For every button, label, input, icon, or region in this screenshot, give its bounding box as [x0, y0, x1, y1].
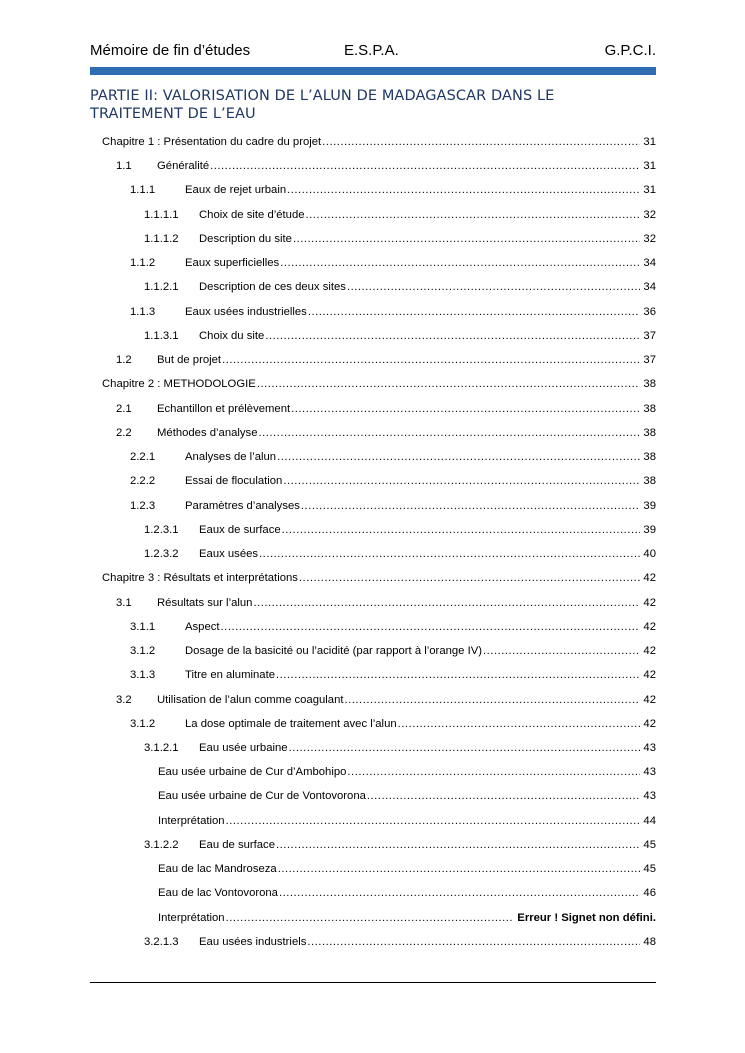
toc-entry-title: Eaux de surface — [199, 523, 281, 536]
toc-entry-title: Titre en aluminate — [185, 669, 275, 682]
toc-entry[interactable] — [102, 376, 656, 392]
toc-entry[interactable] — [130, 619, 656, 635]
toc-entry-title: Interprétation — [158, 911, 225, 924]
toc-dot-leader — [301, 498, 641, 514]
toc-entry[interactable] — [130, 667, 656, 683]
toc-entry-title: Eau de lac Mandroseza — [158, 863, 277, 876]
toc-entry-title: Analyses de l’alun — [185, 451, 277, 464]
toc-entry[interactable] — [144, 231, 656, 247]
toc-entry-page: 43 — [643, 742, 656, 754]
toc-entry-page: 45 — [643, 838, 656, 851]
toc-entry-page: 31 — [643, 184, 656, 197]
toc-entry-title: La dose optimale de traitement avec l’alun — [185, 717, 397, 730]
toc-dot-leader — [278, 861, 641, 877]
toc-entry[interactable] — [116, 425, 656, 441]
toc-entry-title: Chapitre 2 : METHODOLOGIE — [102, 378, 256, 391]
toc-entry[interactable] — [130, 473, 656, 489]
toc-dot-leader — [265, 328, 640, 344]
toc-entry[interactable] — [130, 304, 656, 320]
toc-dot-leader — [483, 643, 640, 659]
toc-entry-title: Paramètres d’analyses — [185, 499, 300, 512]
toc-entry-number: 3.1 — [116, 596, 132, 609]
toc-entry-page: 38 — [643, 426, 656, 439]
part-title: PARTIE II: VALORISATION DE L’ALUN DE MADAGASCAR DANS LE TRAITEMENT DE L’EAU — [90, 88, 555, 122]
toc-entry-title: Eau de lac Vontovorona — [158, 887, 278, 900]
toc-entry-page: 31 — [643, 160, 656, 173]
toc-dot-leader — [279, 885, 640, 901]
toc-dot-leader — [280, 255, 640, 271]
toc-dot-leader — [221, 619, 641, 635]
toc-dot-leader — [289, 740, 641, 756]
toc-dot-leader — [259, 546, 640, 562]
header-left-text: Mémoire de fin d’études — [90, 42, 251, 59]
toc-dot-leader — [210, 158, 640, 174]
toc-dot-leader — [287, 182, 640, 198]
toc-entry-number: 1.2.3 — [130, 499, 156, 512]
toc-entry[interactable] — [116, 595, 656, 611]
toc-dot-leader — [299, 570, 641, 586]
toc-dot-leader — [347, 279, 640, 295]
toc-entry-page: 37 — [643, 329, 656, 342]
toc-entry[interactable] — [144, 279, 656, 295]
toc-entry-title: Choix du site — [199, 329, 265, 342]
toc-entry-page: 46 — [643, 887, 656, 900]
toc-dot-leader — [226, 910, 515, 926]
toc-entry-number: 1.2 — [116, 354, 132, 367]
toc-entry-number: 2.1 — [116, 402, 132, 415]
toc-entry-number: 1.1.1 — [130, 184, 156, 197]
toc-entry[interactable] — [144, 837, 656, 853]
toc-dot-leader — [345, 692, 641, 708]
toc-entry-number: 1.1.3 — [130, 305, 156, 318]
toc-entry-title: Eaux usées industrielles — [185, 305, 307, 318]
toc-entry-number: 1.1.2 — [130, 257, 156, 270]
header-right-text: G.P.C.I. — [604, 42, 656, 59]
toc-entry-page: 45 — [643, 863, 656, 876]
toc-entry-title: Résultats sur l’alun — [157, 596, 253, 609]
toc-dot-leader — [276, 667, 640, 683]
toc-dot-leader — [398, 716, 641, 732]
toc-entry-number: 1.2.3.2 — [144, 548, 179, 561]
toc-entry-page: 38 — [643, 402, 656, 415]
toc-entry-title: Dosage de la basicité ou l’acidité (par rapport à l’orange IV) — [185, 645, 483, 658]
toc-dot-leader — [293, 231, 640, 247]
toc-entry[interactable] — [144, 934, 656, 950]
toc-entry-title: Eau usée urbaine — [199, 742, 288, 754]
toc-entry-number: 1.1.3.1 — [144, 329, 179, 342]
toc-dot-leader — [277, 449, 640, 465]
toc-entry-title: Choix de site d’étude — [199, 208, 305, 221]
toc-entry[interactable] — [102, 570, 656, 586]
toc-entry-page: 42 — [643, 693, 656, 706]
toc-entry-page: 39 — [643, 523, 656, 536]
toc-entry-number: 3.1.3 — [130, 669, 156, 682]
toc-entry-page: 31 — [643, 136, 656, 148]
toc-entry-page: 42 — [643, 717, 656, 730]
toc-entry-page: 42 — [643, 620, 656, 633]
toc-entry-page: 32 — [643, 232, 656, 245]
toc-entry-page: 42 — [643, 596, 656, 609]
toc-entry[interactable] — [144, 740, 656, 756]
toc-entry-title: Eaux usées — [199, 548, 259, 561]
toc-entry[interactable] — [130, 643, 656, 659]
toc-entry-number: 2.2.1 — [130, 451, 156, 464]
toc-entry[interactable] — [158, 910, 656, 926]
toc-entry-page: 34 — [643, 257, 656, 270]
toc-entry-title: Description de ces deux sites — [199, 281, 346, 294]
toc-entry-page: 43 — [643, 790, 656, 803]
toc-dot-leader — [308, 304, 641, 320]
toc-entry-title: Chapitre 3 : Résultats et interprétations — [102, 572, 298, 585]
toc-entry-title: Généralité — [157, 160, 210, 173]
toc-entry-page: 38 — [643, 451, 656, 464]
toc-entry-number: 3.1.2.1 — [144, 742, 179, 754]
toc-entry-title: Méthodes d’analyse — [157, 426, 258, 439]
toc-entry-number: 3.2 — [116, 693, 132, 706]
toc-entry[interactable] — [158, 788, 656, 804]
toc-entry-title: Interprétation — [158, 814, 225, 827]
toc-dot-leader — [307, 934, 640, 950]
toc-dot-leader — [367, 788, 641, 804]
toc-entry-title: Eau usées industriels — [199, 935, 307, 948]
toc-entry-number: 3.2.1.3 — [144, 935, 179, 948]
toc-dot-leader — [291, 401, 640, 417]
toc-entry-page: 44 — [643, 814, 656, 827]
footer-rule — [90, 982, 656, 983]
toc-entry-title: But de projet — [157, 354, 222, 367]
toc-entry-title: Description du site — [199, 232, 292, 245]
toc-dot-leader — [322, 134, 640, 150]
toc-entry[interactable] — [130, 449, 656, 465]
toc-entry-title: Eaux superficielles — [185, 257, 280, 270]
toc-entry-number: 1.1.1.1 — [144, 208, 179, 221]
toc-dot-leader — [258, 425, 640, 441]
header-center-text: E.S.P.A. — [344, 42, 399, 59]
toc-dot-leader — [257, 376, 641, 392]
toc-entry-title: Aspect — [185, 620, 220, 633]
toc-entry[interactable] — [158, 861, 656, 877]
toc-entry[interactable] — [158, 885, 656, 901]
toc-entry-number: 3.1.1 — [130, 620, 156, 633]
toc-entry-number: 3.1.2 — [130, 645, 156, 658]
toc-entry-title: Eaux de rejet urbain — [185, 184, 287, 197]
toc-entry[interactable] — [144, 207, 656, 223]
toc-entry[interactable] — [130, 182, 656, 198]
toc-dot-leader — [226, 813, 641, 829]
toc-entry-title: Utilisation de l’alun comme coagulant — [157, 693, 344, 706]
toc-entry[interactable] — [130, 716, 656, 732]
toc-dot-leader — [276, 837, 640, 853]
toc-entry-page: 38 — [643, 378, 656, 391]
toc-entry-page: 32 — [643, 208, 656, 221]
toc-entry[interactable] — [130, 255, 656, 271]
toc-entry-title: Eau usée urbaine de Cur de Vontovorona — [158, 790, 366, 803]
toc-dot-leader — [222, 352, 640, 368]
toc-entry[interactable] — [158, 764, 656, 780]
toc-entry[interactable] — [158, 813, 656, 829]
toc-entry-number: 3.1.2.2 — [144, 838, 179, 851]
toc-entry-number: 1.2.3.1 — [144, 523, 179, 536]
toc-entry-number: 3.1.2 — [130, 717, 156, 730]
toc-entry-number: 1.1 — [116, 160, 132, 173]
toc-entry-page: 43 — [643, 766, 656, 779]
toc-entry-page: 42 — [643, 669, 656, 682]
toc-entry[interactable] — [116, 158, 656, 174]
toc-entry-title: Chapitre 1 : Présentation du cadre du projet — [102, 136, 322, 148]
toc-entry-title: Eau de surface — [199, 838, 275, 851]
toc-entry-page: 38 — [643, 475, 656, 488]
toc-entry-title: Eau usée urbaine de Cur d’Ambohipo — [158, 766, 347, 779]
toc-entry-number: 1.1.1.2 — [144, 232, 179, 245]
toc-entry-page: Erreur ! Signet non défini. — [517, 911, 656, 924]
toc-entry-title: Essai de floculation — [185, 475, 283, 488]
toc-entry-number: 2.2.2 — [130, 475, 156, 488]
toc-dot-leader — [306, 207, 641, 223]
toc-entry[interactable] — [102, 134, 656, 150]
toc-entry[interactable] — [144, 328, 656, 344]
toc-entry[interactable] — [116, 401, 656, 417]
toc-entry[interactable] — [144, 546, 656, 562]
toc-entry[interactable] — [130, 498, 656, 514]
toc-entry-number: 1.1.2.1 — [144, 281, 179, 294]
toc-dot-leader — [282, 522, 641, 538]
toc-entry-page: 39 — [643, 499, 656, 512]
toc-entry-page: 40 — [643, 548, 656, 561]
toc-entry-page: 36 — [643, 305, 656, 318]
toc-entry-number: 2.2 — [116, 426, 132, 439]
toc-entry[interactable] — [116, 352, 656, 368]
toc-entry-page: 48 — [643, 935, 656, 948]
toc-entry[interactable] — [116, 692, 656, 708]
toc-dot-leader — [253, 595, 640, 611]
toc-entry[interactable] — [144, 522, 656, 538]
toc-entry-page: 42 — [643, 645, 656, 658]
toc-entry-page: 37 — [643, 354, 656, 367]
toc-entry-title: Echantillon et prélèvement — [157, 402, 291, 415]
toc-entry-page: 34 — [643, 281, 656, 294]
toc-dot-leader — [283, 473, 640, 489]
toc-dot-leader — [347, 764, 640, 780]
toc-entry-page: 42 — [643, 572, 656, 585]
